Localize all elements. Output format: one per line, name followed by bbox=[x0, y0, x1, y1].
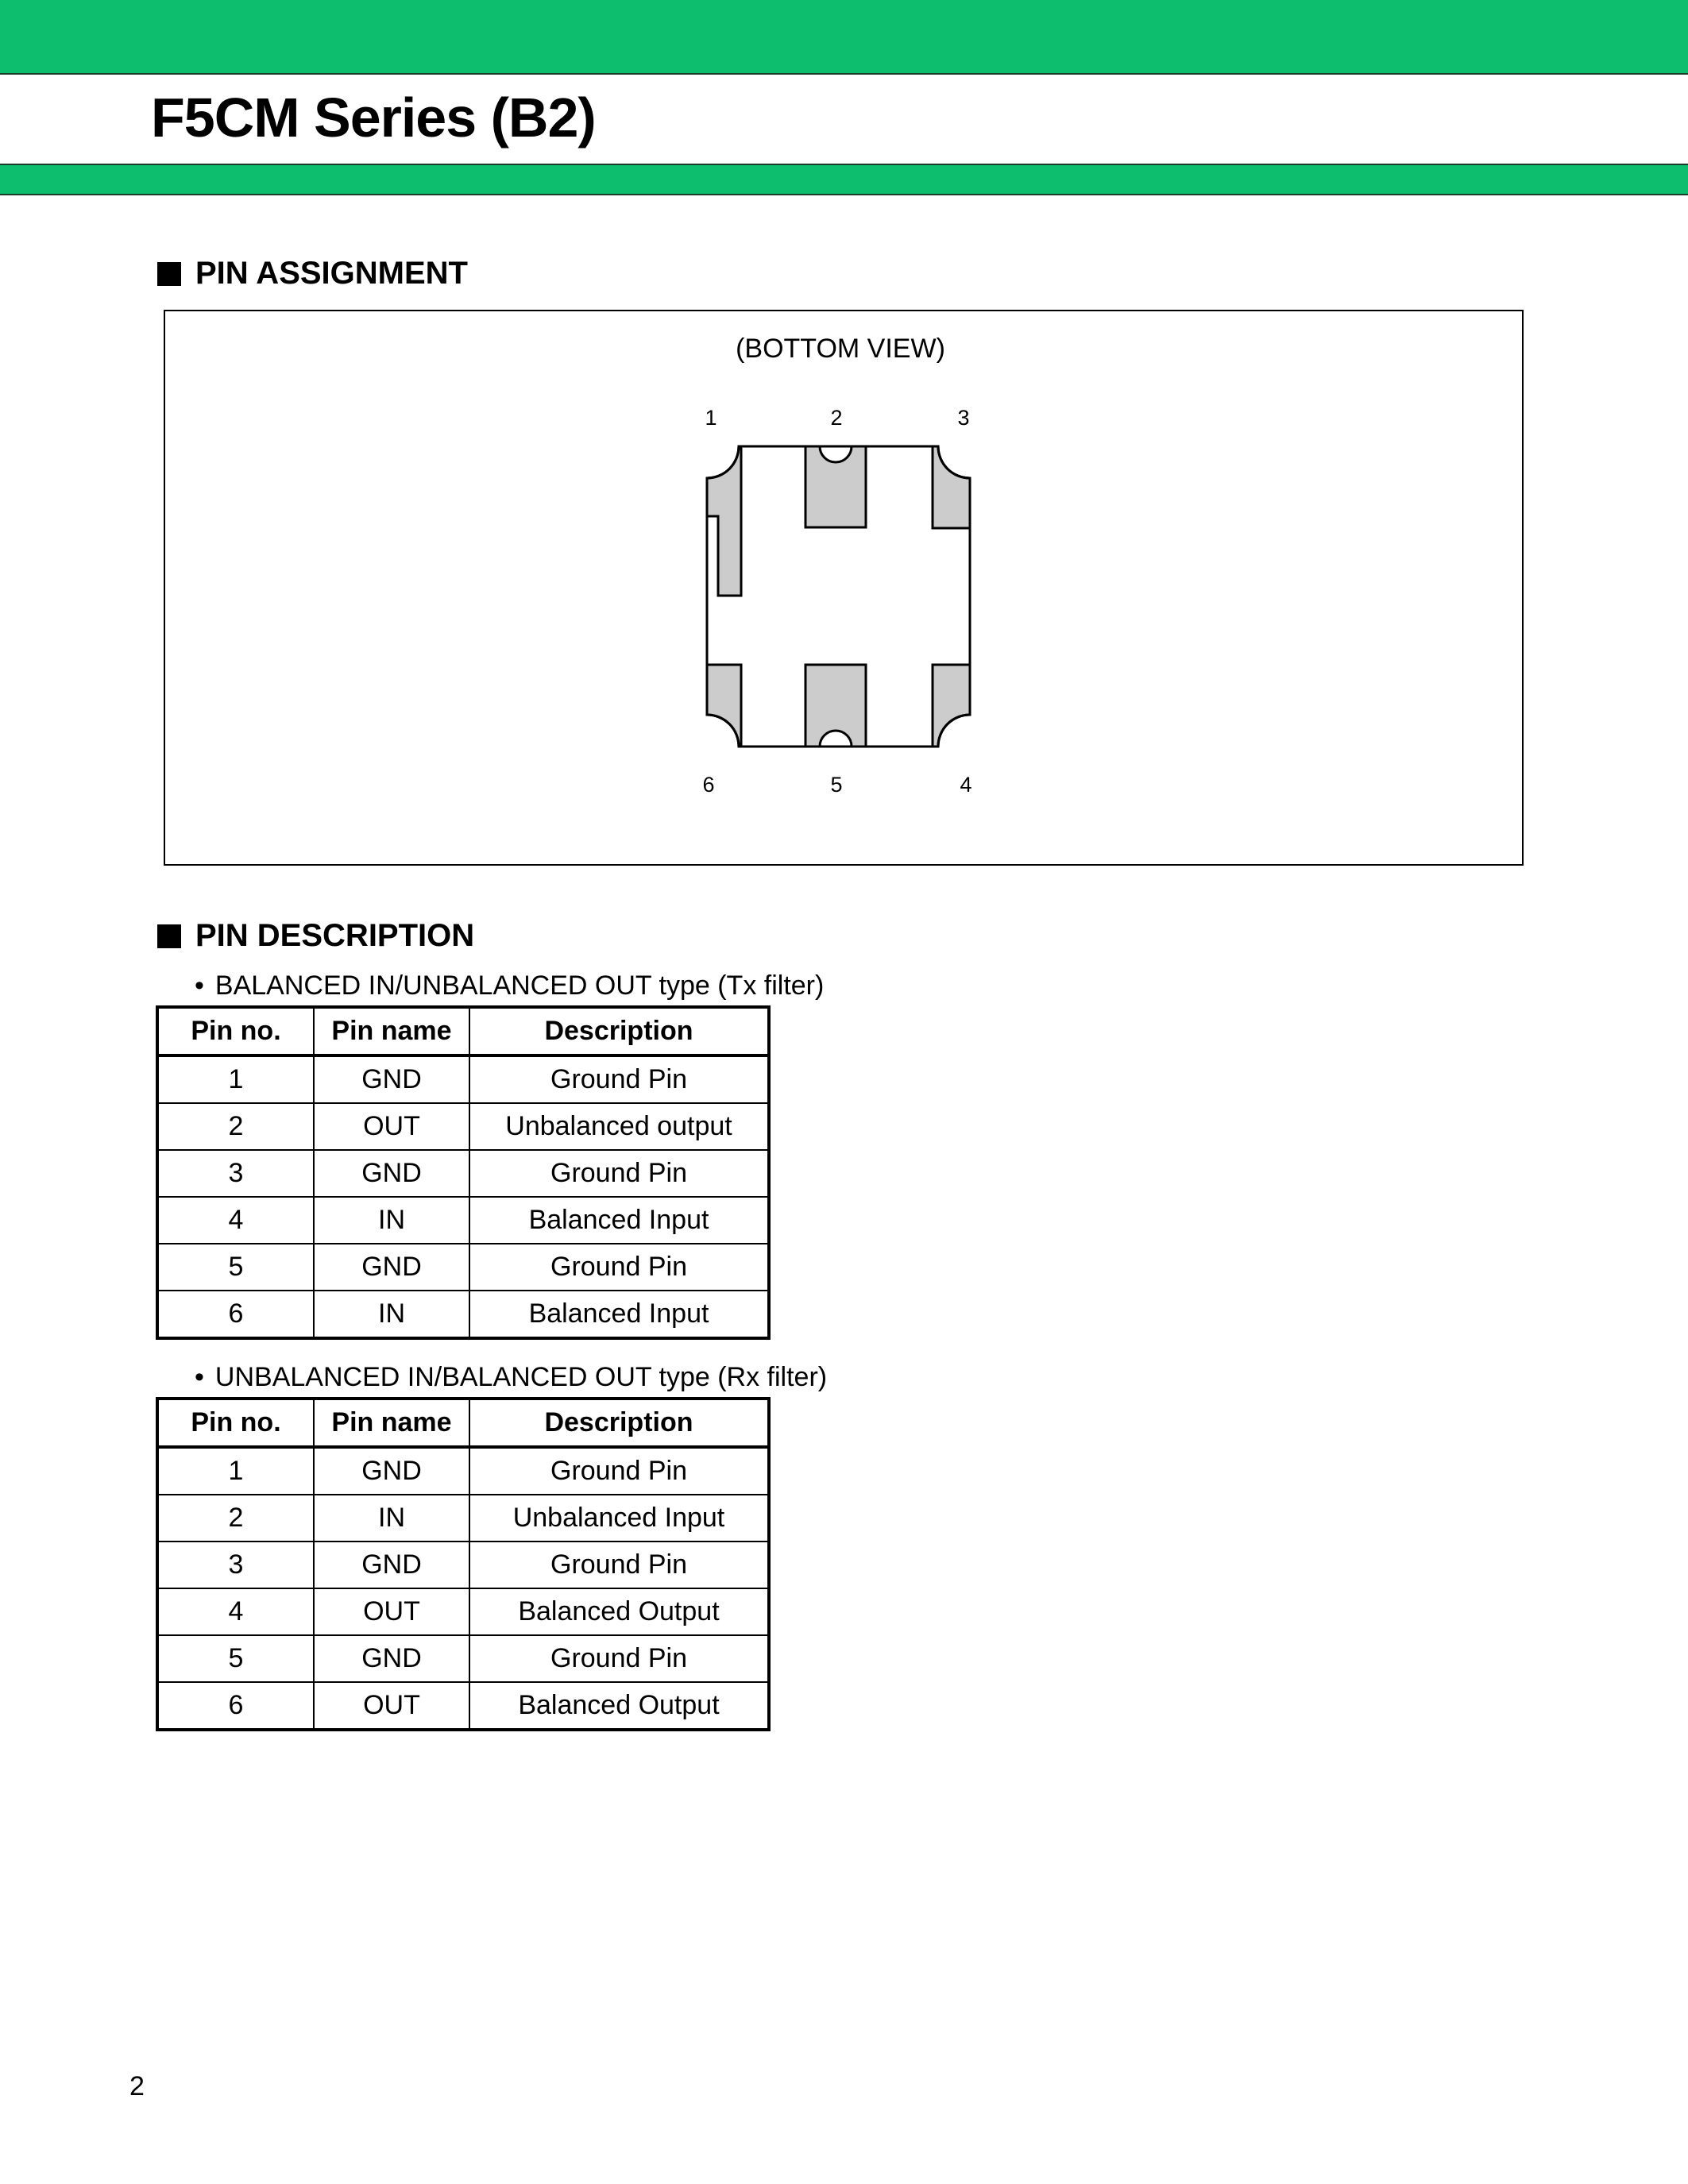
pin-name-cell: GND bbox=[314, 1055, 469, 1103]
pin-name-cell: GND bbox=[314, 1635, 469, 1682]
description-cell: Unbalanced Input bbox=[469, 1495, 769, 1542]
table-row bbox=[157, 1495, 769, 1542]
pad-pin-4 bbox=[933, 665, 970, 747]
bullet-dot-icon: • bbox=[195, 1362, 204, 1392]
table-row bbox=[157, 1291, 769, 1338]
column-header: Pin name bbox=[314, 1007, 469, 1055]
pin-no-cell: 2 bbox=[157, 1495, 314, 1542]
column-header: Description bbox=[469, 1399, 769, 1447]
description-cell: Unbalanced output bbox=[469, 1103, 769, 1150]
page-number: 2 bbox=[129, 2071, 145, 2101]
table-row bbox=[157, 1150, 769, 1197]
pin-label-4: 4 bbox=[960, 773, 972, 797]
rx-pin-table bbox=[156, 1397, 771, 1731]
column-header: Pin name bbox=[314, 1399, 469, 1447]
header-band-top bbox=[0, 0, 1688, 75]
pin-description-heading bbox=[157, 918, 474, 954]
table-row bbox=[157, 1103, 769, 1150]
rx-caption-text: UNBALANCED IN/BALANCED OUT type (Rx filter) bbox=[214, 1362, 828, 1392]
table-row bbox=[157, 1542, 769, 1588]
document-title: F5CM Series (B2) bbox=[151, 87, 596, 149]
pin-name-cell: OUT bbox=[314, 1103, 469, 1150]
pin-label-1: 1 bbox=[705, 406, 717, 430]
pin-assignment-diagram bbox=[164, 310, 1524, 866]
pin-no-cell: 3 bbox=[157, 1150, 314, 1197]
package-bottom-view-svg bbox=[165, 311, 1525, 867]
pin-no-cell: 4 bbox=[157, 1197, 314, 1244]
description-cell: Balanced Output bbox=[469, 1588, 769, 1635]
pin-name-cell: GND bbox=[314, 1150, 469, 1197]
pin-label-5: 5 bbox=[830, 773, 843, 797]
description-cell: Ground Pin bbox=[469, 1150, 769, 1197]
pin-no-cell: 5 bbox=[157, 1244, 314, 1291]
table-header-row bbox=[157, 1399, 769, 1447]
pin-name-cell: OUT bbox=[314, 1588, 469, 1635]
pin-no-cell: 6 bbox=[157, 1291, 314, 1338]
tx-pin-table bbox=[156, 1005, 771, 1340]
pin-no-cell: 2 bbox=[157, 1103, 314, 1150]
description-cell: Balanced Output bbox=[469, 1682, 769, 1730]
pin-description-heading-text: PIN DESCRIPTION bbox=[195, 918, 475, 953]
table-row bbox=[157, 1447, 769, 1495]
description-cell: Ground Pin bbox=[469, 1244, 769, 1291]
pin-name-cell: GND bbox=[314, 1542, 469, 1588]
rx-table-caption bbox=[195, 1362, 827, 1393]
pin-no-cell: 6 bbox=[157, 1682, 314, 1730]
section-bullet-square-icon bbox=[157, 262, 181, 286]
column-header: Pin no. bbox=[157, 1399, 314, 1447]
pin-no-cell: 3 bbox=[157, 1542, 314, 1588]
column-header: Description bbox=[469, 1007, 769, 1055]
pin-label-3: 3 bbox=[957, 406, 970, 430]
pin-name-cell: OUT bbox=[314, 1682, 469, 1730]
description-cell: Ground Pin bbox=[469, 1635, 769, 1682]
description-cell: Balanced Input bbox=[469, 1197, 769, 1244]
pin-no-cell: 4 bbox=[157, 1588, 314, 1635]
table-row bbox=[157, 1244, 769, 1291]
table-row bbox=[157, 1055, 769, 1103]
table-row bbox=[157, 1635, 769, 1682]
pin-label-2: 2 bbox=[830, 406, 843, 430]
tx-caption-text: BALANCED IN/UNBALANCED OUT type (Tx filter) bbox=[214, 970, 825, 1001]
pin-name-cell: GND bbox=[314, 1447, 469, 1495]
table-row bbox=[157, 1588, 769, 1635]
table-header-row bbox=[157, 1007, 769, 1055]
table-row bbox=[157, 1682, 769, 1730]
description-cell: Ground Pin bbox=[469, 1542, 769, 1588]
pin-no-cell: 1 bbox=[157, 1055, 314, 1103]
pin-assignment-heading bbox=[157, 256, 468, 291]
pin-no-cell: 1 bbox=[157, 1447, 314, 1495]
pin-assignment-heading-text: PIN ASSIGNMENT bbox=[195, 256, 468, 291]
column-header: Pin no. bbox=[157, 1007, 314, 1055]
pin-name-cell: IN bbox=[314, 1197, 469, 1244]
bottom-view-label: (BOTTOM VIEW) bbox=[736, 334, 945, 364]
section-bullet-square-icon bbox=[157, 924, 181, 948]
pin-no-cell: 5 bbox=[157, 1635, 314, 1682]
pad-pin-3 bbox=[933, 446, 970, 528]
table-row bbox=[157, 1197, 769, 1244]
pin-name-cell: GND bbox=[314, 1244, 469, 1291]
pin-name-cell: IN bbox=[314, 1291, 469, 1338]
description-cell: Ground Pin bbox=[469, 1055, 769, 1103]
pin-label-6: 6 bbox=[702, 773, 715, 797]
header-band-bottom bbox=[0, 164, 1688, 195]
pin-name-cell: IN bbox=[314, 1495, 469, 1542]
bullet-dot-icon: • bbox=[195, 970, 204, 1001]
tx-table-caption bbox=[195, 970, 824, 1001]
description-cell: Balanced Input bbox=[469, 1291, 769, 1338]
description-cell: Ground Pin bbox=[469, 1447, 769, 1495]
